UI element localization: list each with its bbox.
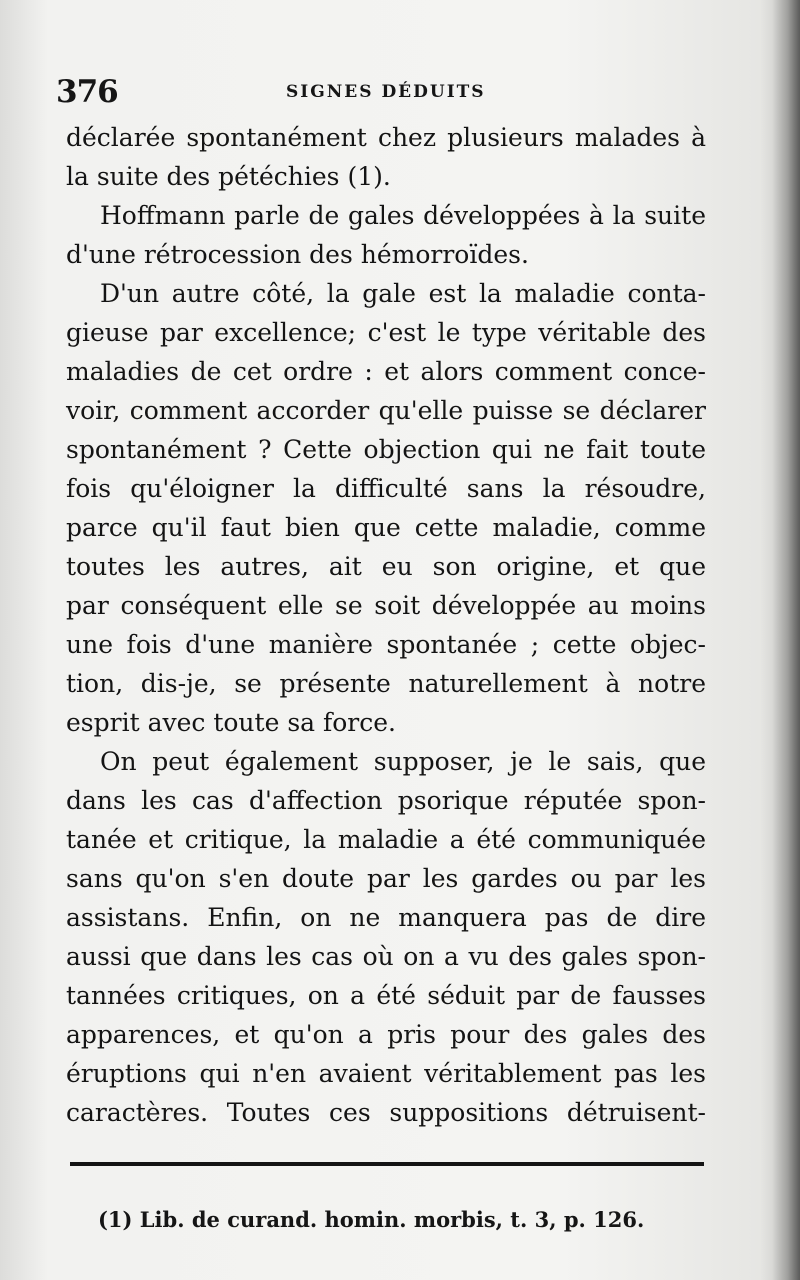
text-line: assistans. Enfin, on ne manquera pas de dire (66, 903, 706, 932)
text-line: la suite des pétéchies (1). (66, 162, 391, 191)
text-line: gieuse par excellence; c'est le type véritable des (66, 318, 706, 347)
text-line: toutes les autres, ait eu son origine, et que (66, 552, 706, 581)
text-line: tannées critiques, on a été séduit par de fausses (66, 981, 706, 1010)
text-line: une fois d'une manière spontanée ; cette objec- (66, 630, 706, 659)
page-edge-shadow (772, 0, 800, 1280)
body-text (66, 118, 706, 1132)
text-line: maladies de cet ordre : et alors comment conce- (66, 357, 706, 386)
text-line: apparences, et qu'on a pris pour des gales des (66, 1020, 706, 1049)
text-line: par conséquent elle se soit développée au moins (66, 591, 706, 620)
text-line: dans les cas d'affection psorique réputée spon- (66, 786, 706, 815)
page-number: 376 (56, 74, 118, 110)
page-header (56, 74, 706, 114)
text-line: parce qu'il faut bien que cette maladie, comme (66, 513, 706, 542)
text-line: D'un autre côté, la gale est la maladie conta- (100, 279, 706, 308)
text-line: aussi que dans les cas où on a vu des gales spon- (66, 942, 706, 971)
text-line: spontanément ? Cette objection qui ne fait toute (66, 435, 706, 464)
text-line: éruptions qui n'en avaient véritablement pas les (66, 1059, 706, 1088)
footnote: (1) Lib. de curand. homin. morbis, t. 3, p. 126. (98, 1207, 645, 1232)
text-line: d'une rétrocession des hémorroïdes. (66, 240, 529, 269)
text-line: caractères. Toutes ces suppositions détruisent- (66, 1098, 706, 1127)
text-line: tion, dis-je, se présente naturellement à notre (66, 669, 706, 698)
text-line: On peut également supposer, je le sais, que (100, 747, 706, 776)
text-line: voir, comment accorder qu'elle puisse se déclarer (66, 396, 706, 425)
running-head: SIGNES DÉDUITS (286, 82, 486, 102)
text-line: Hoffmann parle de gales développées à la suite (100, 201, 706, 230)
text-line: esprit avec toute sa force. (66, 708, 397, 737)
text-line: tanée et critique, la maladie a été communiquée (66, 825, 706, 854)
text-line: déclarée spontanément chez plusieurs malades à (66, 123, 706, 152)
text-line: fois qu'éloigner la difficulté sans la résoudre, (66, 474, 706, 503)
footnote-rule (70, 1162, 704, 1166)
text-line: sans qu'on s'en doute par les gardes ou par les (66, 864, 706, 893)
